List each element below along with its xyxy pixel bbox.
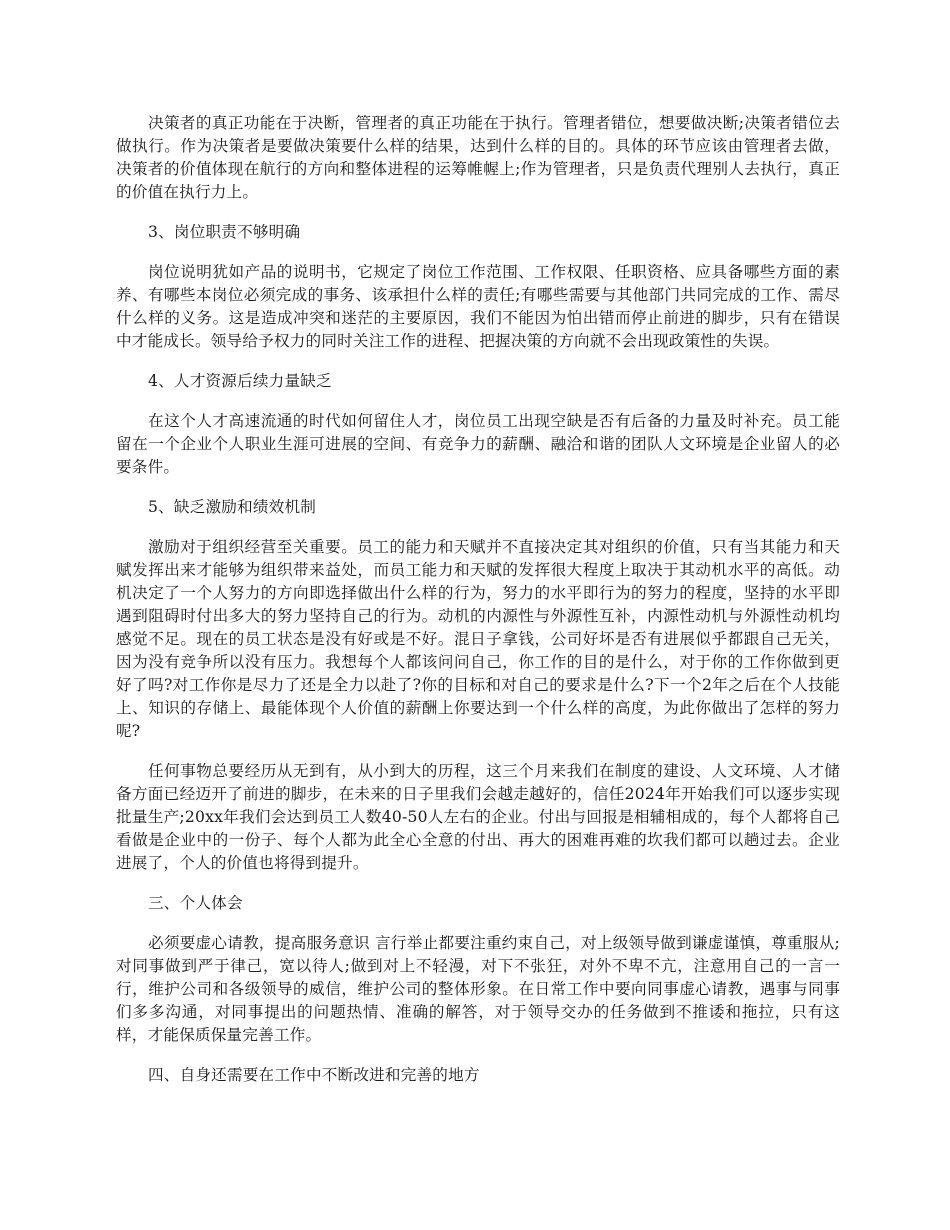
- paragraph-personal-experience: 必须要虚心请教，提高服务意识 言行举止都要注重约束自己，对上级领导做到谦虚谨慎，尊重服从;对同事做到严于律己，宽以待人;做到对上不轻漫，对下不张狂，对外不卑不亢，注意用自己的一言一行，维护公司和各级领导的威信，维护公司的整体形象。在日常工作中要向同事虚心请教，遇事与同事们多多沟通，对同事提出的问题热情、准确的解答，对于领导交办的任务做到不推诿和拖拉，只有这样，才能保质保量完善工作。: [116, 934, 840, 1044]
- section-heading-5: 5、缺乏激励和绩效机制: [148, 498, 317, 516]
- paragraph-job-description: 岗位说明犹如产品的说明书，它规定了岗位工作范围、工作权限、任职资格、应具备哪些方面的素养、有哪些本岗位必须完成的事务、该承担什么样的责任;有哪些需要与其他部门共同完成的工作、需尽什么样的义务。这是造成冲突和迷茫的主要原因，我们不能因为怕出错而停止前进的脚步，只有在错误中才能成长。领导给予权力的同时关注工作的进程、把握决策的方向就不会出现政策性的失误。: [116, 263, 840, 350]
- paragraph-outlook: 任何事物总要经历从无到有，从小到大的历程，这三个月来我们在制度的建设、人文环境、人才储备方面已经迈开了前进的脚步，在未来的日子里我们会越走越好的，信任2024年开始我们可以逐步实现批量生产;20xx年我们会达到员工人数40-50人左右的企业。付出与回报是相辅相成的，每个人都将自己看做是企业中的一份子、每个人都为此全心全意的付出、再大的困难再难的坎我们都可以趟过去。企业进展了，个人的价值也将得到提升。: [116, 762, 840, 872]
- paragraph-motivation: 激励对于组织经营至关重要。员工的能力和天赋并不直接决定其对组织的价值，只有当其能力和天赋发挥出来才能够为组织带来益处，而员工能力和天赋的发挥很大程度上取决于其动机水平的高低。动机决定了一个人努力的方向即选择做出什么样的行为，努力的水平即行为的努力的程度，坚持的水平即遇到阻碍时付出多大的努力坚持自己的行为。动机的内源性与外源性互补，内源性动机与外源性动机均感觉不足。现在的员工状态是没有好或是不好。混日子拿钱，公司好坏是否有进展似乎都跟自己无关，因为没有竞争所以没有压力。我想每个人都该问问自己，你工作的目的是什么，对于你的工作你做到更好了吗?对工作你是尽力了还是全力以赴了?你的目标和对自己的要求是什么?下一个2年之后在个人技能上、知识的存储上、最能体现个人价值的薪酬上你要达到一个什么样的高度，为此你做出了怎样的努力呢?: [116, 538, 840, 740]
- section-heading-3: 3、岗位职责不够明确: [148, 223, 301, 241]
- paragraph-talent-retention: 在这个人才高速流通的时代如何留住人才，岗位员工出现空缺是否有后备的力量及时补充。员工能留在一个企业个人职业生涯可进展的空间、有竞争力的薪酬、融洽和谐的团队人文环境是企业留人的必要条件。: [116, 412, 840, 476]
- section-heading-4: 4、人才资源后续力量缺乏: [148, 372, 332, 390]
- document-body: [116, 112, 840, 1104]
- section-heading-improvement: 四、自身还需要在工作中不断改进和完善的地方: [148, 1066, 480, 1084]
- paragraph-decision-roles: 决策者的真正功能在于决断，管理者的真正功能在于执行。管理者错位，想要做决断;决策者错位去做执行。作为决策者是要做决策要什么样的结果，达到什么样的目的。具体的环节应该由管理者去做，决策者的价值体现在航行的方向和整体进程的运筹帷幄上;作为管理者，只是负责代理别人去执行，真正的价值在执行力上。: [116, 114, 840, 201]
- section-heading-personal: 三、个人体会: [148, 894, 243, 912]
